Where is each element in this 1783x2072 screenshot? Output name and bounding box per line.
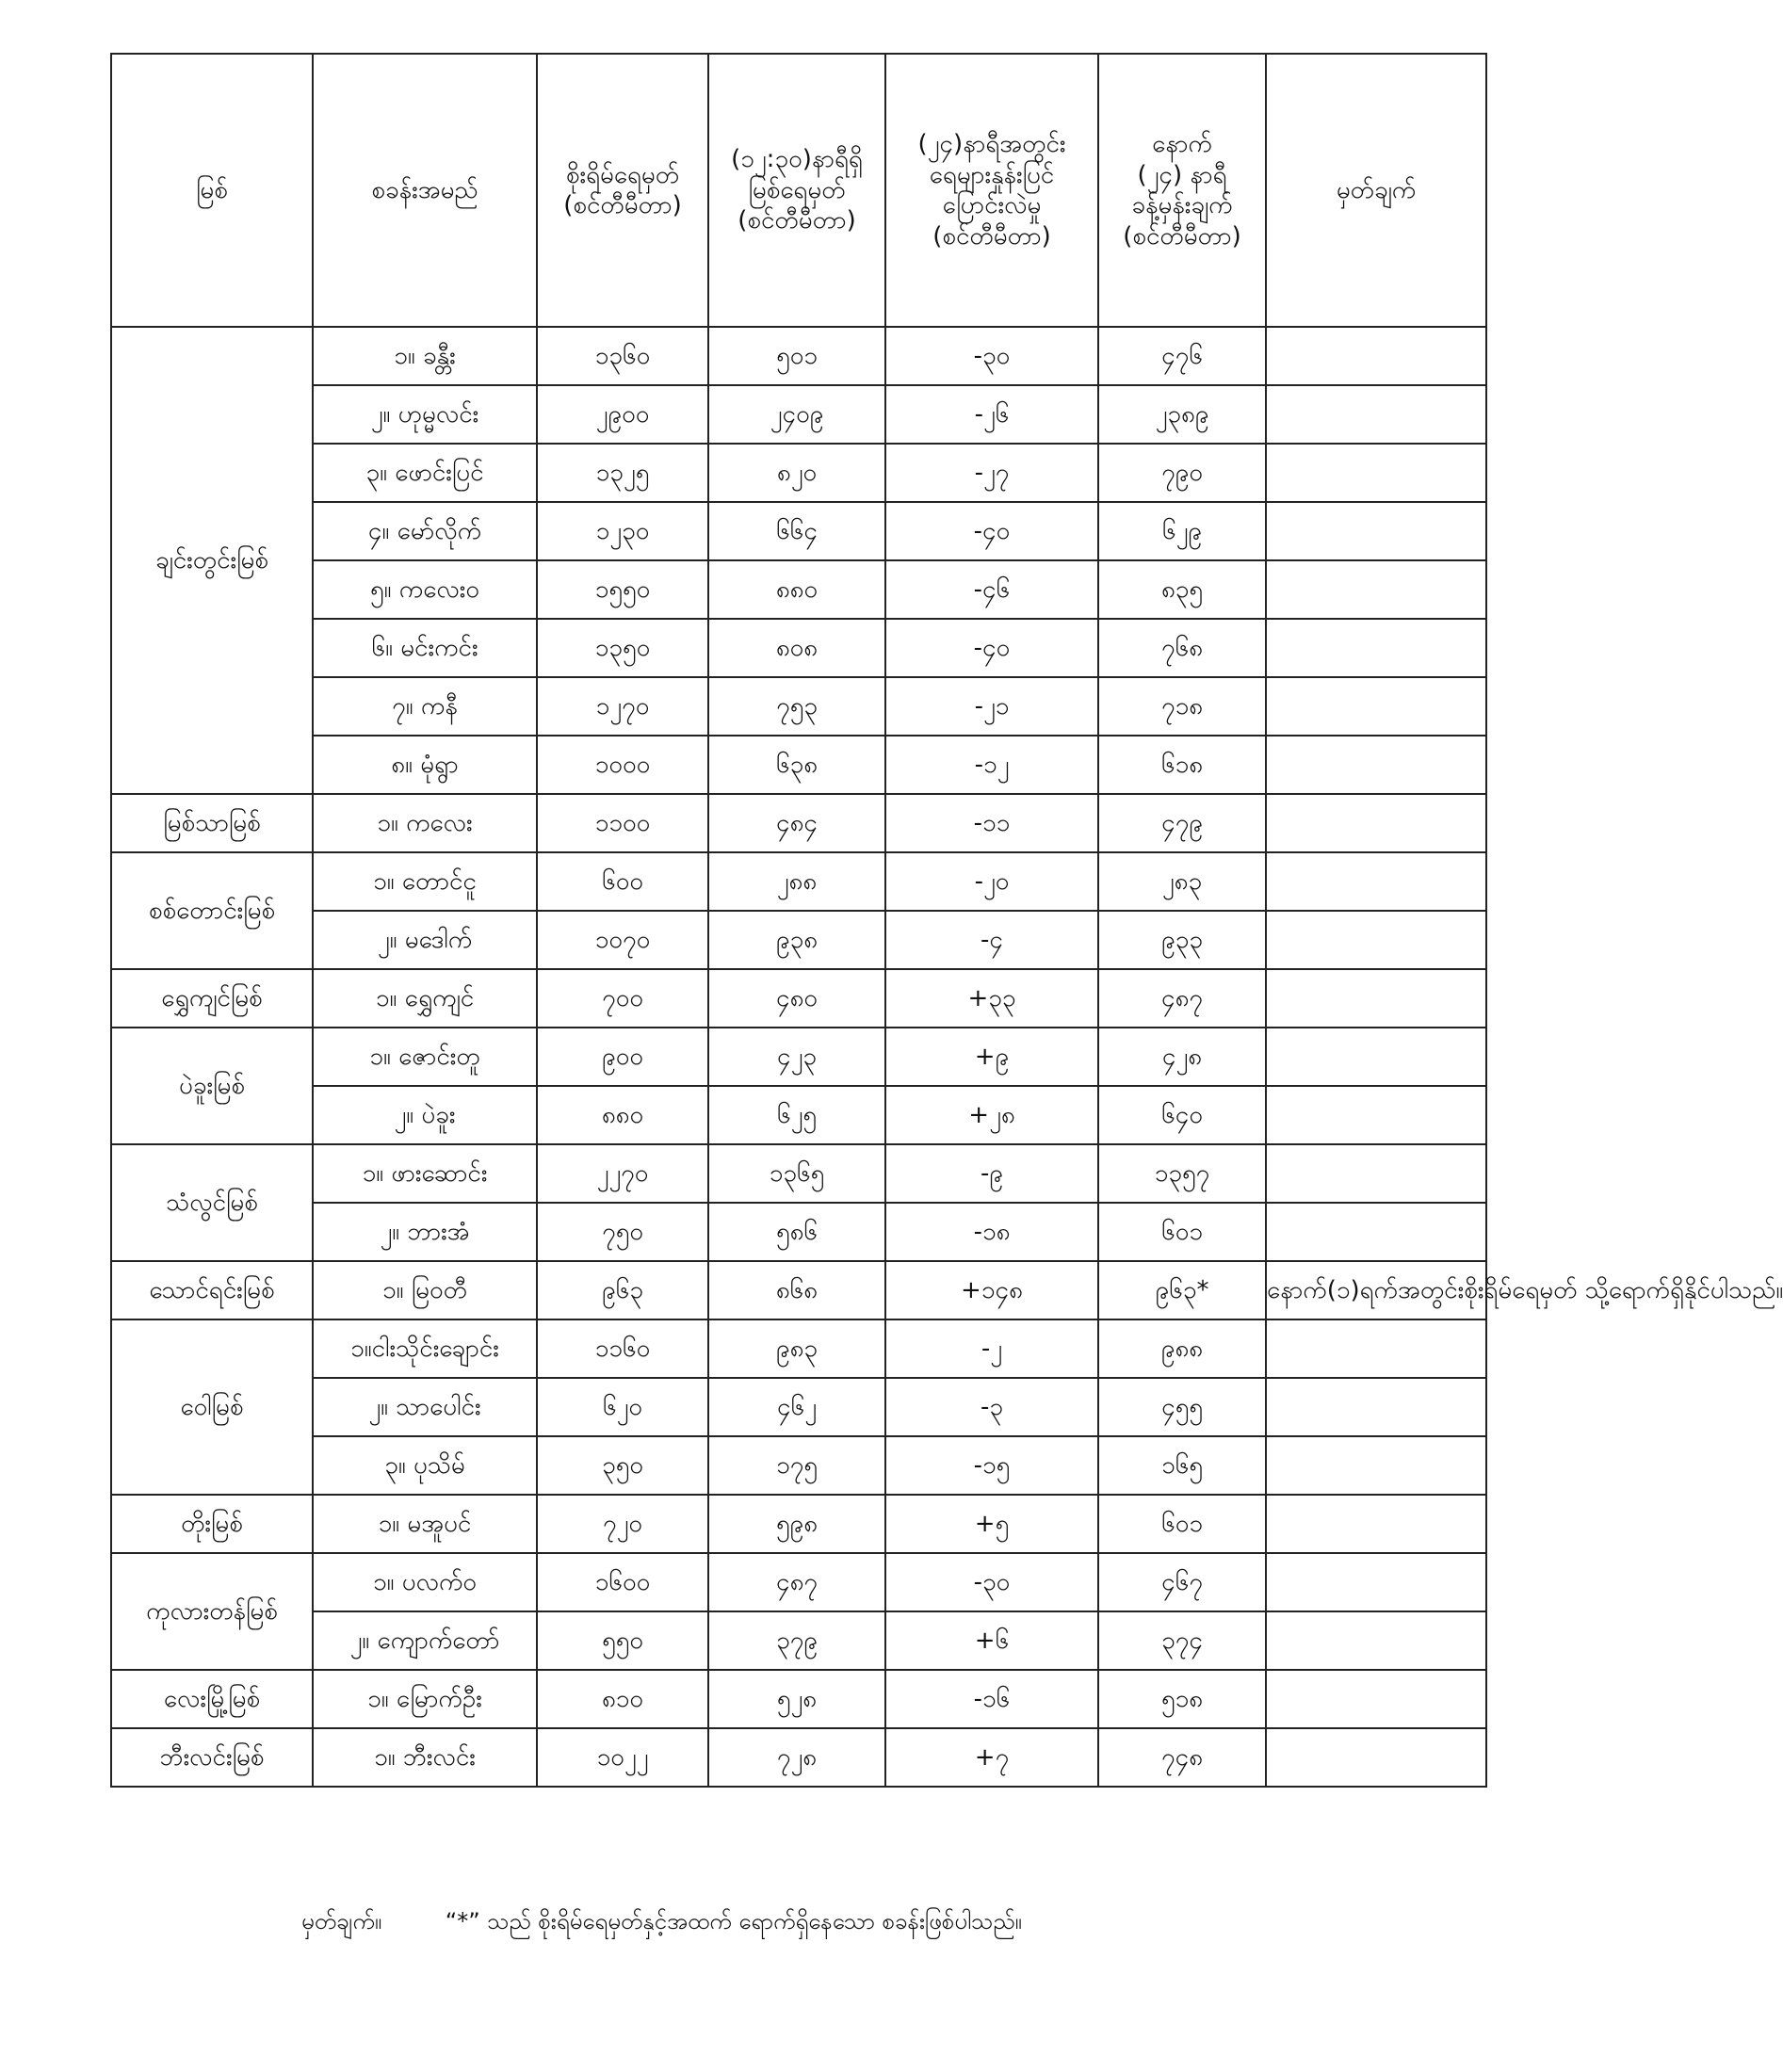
forecast-cell: ၉၈၈ — [1098, 1319, 1266, 1378]
remarks-cell — [1266, 969, 1486, 1028]
danger-level-cell: ၁၁၆၀ — [537, 1319, 708, 1378]
remarks-cell — [1266, 1028, 1486, 1086]
forecast-cell: ၆၀၁ — [1098, 1203, 1266, 1261]
remarks-cell — [1266, 677, 1486, 736]
remarks-cell — [1266, 794, 1486, 852]
header-current-level: (၁၂:၃၀)နာရီရှိ မြစ်ရေမှတ် (စင်တီမီတာ) — [708, 54, 885, 327]
table-row — [111, 1319, 1486, 1378]
forecast-cell: ၂၃၈၉ — [1098, 385, 1266, 444]
danger-level-cell: ၁၂၃၀ — [537, 502, 708, 560]
table-row — [111, 1028, 1486, 1086]
change-cell: -၉ — [885, 1144, 1098, 1203]
river-name-cell: ပဲခူးမြစ် — [111, 1028, 313, 1144]
change-cell: -၄၀ — [885, 502, 1098, 560]
danger-level-cell: ၁၃၂၅ — [537, 444, 708, 502]
forecast-cell: ၆၄၀ — [1098, 1086, 1266, 1144]
header-forecast-24h: နောက် (၂၄) နာရီ ခန့်မှန်းချက် (စင်တီမီတာ) — [1098, 54, 1266, 327]
table-row — [111, 969, 1486, 1028]
danger-level-cell: ၈၈၀ — [537, 1086, 708, 1144]
forecast-cell: ၉၃၃ — [1098, 911, 1266, 969]
river-name-cell: စစ်တောင်းမြစ် — [111, 852, 313, 969]
forecast-cell: ၄၆၇ — [1098, 1553, 1266, 1611]
station-cell: ၁။ ဖားဆောင်း — [313, 1144, 537, 1203]
current-level-cell: ၈၆၈ — [708, 1261, 885, 1319]
change-cell: -၂၇ — [885, 444, 1098, 502]
change-cell: -၃၀ — [885, 1553, 1098, 1611]
station-cell: ၁။ ခန္တီး — [313, 327, 537, 385]
river-name-cell: လေးမြို့မြစ် — [111, 1670, 313, 1728]
remarks-cell — [1266, 1378, 1486, 1436]
header-change-24h: (၂၄)နာရီအတွင်း ရေများနှုန်းပြင် ပြောင်းလဲမှု (စင်တီမီတာ) — [885, 54, 1098, 327]
remarks-cell — [1266, 1144, 1486, 1203]
remarks-cell — [1266, 911, 1486, 969]
river-name-cell: တိုးမြစ် — [111, 1495, 313, 1553]
table-row — [111, 1728, 1486, 1787]
river-level-table — [110, 53, 1783, 1788]
forecast-cell: ၁၃၅၇ — [1098, 1144, 1266, 1203]
forecast-cell: ၉၆၃* — [1098, 1261, 1266, 1319]
current-level-cell: ၁၇၅ — [708, 1436, 885, 1495]
footnote-text: “*” သည် စိုးရိမ်ရေမှတ်နှင့်အထက် ရောက်ရှိနေသော စခန်းဖြစ်ပါသည်။ — [445, 1908, 1022, 1934]
station-cell: ၅။ ကလေးဝ — [313, 560, 537, 619]
danger-level-cell: ၁၂၇၀ — [537, 677, 708, 736]
change-cell: -၁၈ — [885, 1203, 1098, 1261]
table-row — [111, 1261, 1486, 1319]
forecast-cell: ၆၂၉ — [1098, 502, 1266, 560]
station-cell: ၂။ ကျောက်တော် — [313, 1611, 537, 1670]
current-level-cell: ၃၇၉ — [708, 1611, 885, 1670]
current-level-cell: ၉၃၈ — [708, 911, 885, 969]
remarks-cell: နောက်(၁)ရက်အတွင်းစိုးရိမ်ရေမှတ် သို့ရောက်ရှိနိုင်ပါသည်။ — [1266, 1261, 1486, 1319]
forecast-cell: ၇၆၈ — [1098, 619, 1266, 677]
remarks-cell — [1266, 1203, 1486, 1261]
header-remarks: မှတ်ချက် — [1266, 54, 1486, 327]
station-cell: ၁။ငါးသိုင်းချောင်း — [313, 1319, 537, 1378]
current-level-cell: ၈၂၀ — [708, 444, 885, 502]
station-cell: ၁။ မြဝတီ — [313, 1261, 537, 1319]
remarks-cell — [1266, 1670, 1486, 1728]
change-cell: -၄၆ — [885, 560, 1098, 619]
change-cell: -၁၁ — [885, 794, 1098, 852]
forecast-cell: ၈၃၅ — [1098, 560, 1266, 619]
forecast-cell: ၆၀၁ — [1098, 1495, 1266, 1553]
current-level-cell: ၅၈၆ — [708, 1203, 885, 1261]
current-level-cell: ၄၈၀ — [708, 969, 885, 1028]
remarks-cell — [1266, 502, 1486, 560]
forecast-cell: ၁၆၅ — [1098, 1436, 1266, 1495]
station-cell: ၁။ ဘီးလင်း — [313, 1728, 537, 1787]
station-cell: ၁။ မအူပင် — [313, 1495, 537, 1553]
forecast-cell: ၂၈၃ — [1098, 852, 1266, 911]
danger-level-cell: ၁၅၅၀ — [537, 560, 708, 619]
current-level-cell: ၅၀၁ — [708, 327, 885, 385]
table-body — [111, 327, 1783, 1787]
current-level-cell: ၆၆၄ — [708, 502, 885, 560]
danger-level-cell: ၁၃၆၀ — [537, 327, 708, 385]
table-row — [111, 911, 1486, 969]
danger-level-cell: ၂၉၀၀ — [537, 385, 708, 444]
station-cell: ၄။ မော်လိုက် — [313, 502, 537, 560]
header-station: စခန်းအမည် — [313, 54, 537, 327]
change-cell: -၃ — [885, 1378, 1098, 1436]
station-cell: ၁။ ပလက်ဝ — [313, 1553, 537, 1611]
current-level-cell: ၈၀၈ — [708, 619, 885, 677]
forecast-cell: ၃၇၄ — [1098, 1611, 1266, 1670]
remarks-cell — [1266, 560, 1486, 619]
current-level-cell: ၄၈၇ — [708, 1553, 885, 1611]
table-row — [111, 1495, 1486, 1553]
danger-level-cell: ၈၁၀ — [537, 1670, 708, 1728]
remarks-cell — [1266, 1086, 1486, 1144]
river-name-cell: ရွှေကျင်မြစ် — [111, 969, 313, 1028]
change-cell: -၁၅ — [885, 1436, 1098, 1495]
remarks-cell — [1266, 852, 1486, 911]
danger-level-cell: ၇၂၀ — [537, 1495, 708, 1553]
table-row — [111, 1436, 1486, 1495]
change-cell: -၄ — [885, 911, 1098, 969]
current-level-cell: ၂၈၈ — [708, 852, 885, 911]
station-cell: ၂။ သာပေါင်း — [313, 1378, 537, 1436]
danger-level-cell: ၉၀၀ — [537, 1028, 708, 1086]
change-cell: -၁၆ — [885, 1670, 1098, 1728]
change-cell: -၂၁ — [885, 677, 1098, 736]
danger-level-cell: ၂၂၇၀ — [537, 1144, 708, 1203]
river-name-cell: ဘီးလင်းမြစ် — [111, 1728, 313, 1787]
river-name-cell: မြစ်သာမြစ် — [111, 794, 313, 852]
table-row — [111, 1670, 1486, 1728]
header-river: မြစ် — [111, 54, 313, 327]
change-cell: +၇ — [885, 1728, 1098, 1787]
table-row — [111, 736, 1486, 794]
footnote — [301, 1906, 1022, 1940]
river-name-cell: သံလွင်မြစ် — [111, 1144, 313, 1261]
danger-level-cell: ၁၁၀၀ — [537, 794, 708, 852]
change-cell: +၉ — [885, 1028, 1098, 1086]
remarks-cell — [1266, 1436, 1486, 1495]
remarks-cell — [1266, 619, 1486, 677]
change-cell: -၄၀ — [885, 619, 1098, 677]
station-cell: ၈။ မုံရွာ — [313, 736, 537, 794]
forecast-cell: ၆၁၈ — [1098, 736, 1266, 794]
danger-level-cell: ၃၅၀ — [537, 1436, 708, 1495]
danger-level-cell: ၆၀၀ — [537, 852, 708, 911]
current-level-cell: ၁၃၆၅ — [708, 1144, 885, 1203]
forecast-cell: ၄၅၅ — [1098, 1378, 1266, 1436]
table-row — [111, 794, 1486, 852]
danger-level-cell: ၁၆၀၀ — [537, 1553, 708, 1611]
danger-level-cell: ၅၅၀ — [537, 1611, 708, 1670]
change-cell: -၂၆ — [885, 385, 1098, 444]
station-cell: ၁။ ကလေး — [313, 794, 537, 852]
current-level-cell: ၅၂၈ — [708, 1670, 885, 1728]
station-cell: ၃။ ဖောင်းပြင် — [313, 444, 537, 502]
header-row — [111, 54, 1486, 327]
table-row — [111, 1144, 1486, 1203]
change-cell: +၅ — [885, 1495, 1098, 1553]
danger-level-cell: ၁၃၅၀ — [537, 619, 708, 677]
current-level-cell: ၆၂၅ — [708, 1086, 885, 1144]
current-level-cell: ၇၂၈ — [708, 1728, 885, 1787]
footnote-label: မှတ်ချက်။ — [301, 1908, 382, 1934]
change-cell: -၃၀ — [885, 327, 1098, 385]
change-cell: +၆ — [885, 1611, 1098, 1670]
table-row — [111, 852, 1486, 911]
table-row — [111, 619, 1486, 677]
river-name-cell: ဝေါမြစ် — [111, 1319, 313, 1495]
current-level-cell: ၂၄၀၉ — [708, 385, 885, 444]
station-cell: ၁။ ဇောင်းတူ — [313, 1028, 537, 1086]
change-cell: +၃၃ — [885, 969, 1098, 1028]
danger-level-cell: ၁၀၀၀ — [537, 736, 708, 794]
current-level-cell: ၆၃၈ — [708, 736, 885, 794]
station-cell: ၂။ ပဲခူး — [313, 1086, 537, 1144]
header-danger-level: စိုးရိမ်ရေမှတ် (စင်တီမီတာ) — [537, 54, 708, 327]
station-cell: ၂။ ဘားအံ — [313, 1203, 537, 1261]
station-cell: ၁။ တောင်ငူ — [313, 852, 537, 911]
remarks-cell — [1266, 736, 1486, 794]
remarks-cell — [1266, 444, 1486, 502]
station-cell: ၁။ ရွှေကျင် — [313, 969, 537, 1028]
current-level-cell: ၄၂၃ — [708, 1028, 885, 1086]
change-cell: +၂၈ — [885, 1086, 1098, 1144]
table-row — [111, 502, 1486, 560]
current-level-cell: ၈၈၀ — [708, 560, 885, 619]
forecast-cell: ၇၉၀ — [1098, 444, 1266, 502]
table-row — [111, 1611, 1486, 1670]
river-name-cell: ချင်းတွင်းမြစ် — [111, 327, 313, 794]
remarks-cell — [1266, 1728, 1486, 1787]
current-level-cell: ၄၈၄ — [708, 794, 885, 852]
forecast-cell: ၄၇၆ — [1098, 327, 1266, 385]
change-cell: -၂ — [885, 1319, 1098, 1378]
table-row — [111, 444, 1486, 502]
forecast-cell: ၇၁၈ — [1098, 677, 1266, 736]
danger-level-cell: ၇၀၀ — [537, 969, 708, 1028]
danger-level-cell: ၆၂၀ — [537, 1378, 708, 1436]
table-row — [111, 1086, 1486, 1144]
current-level-cell: ၇၅၃ — [708, 677, 885, 736]
danger-level-cell: ၉၆၃ — [537, 1261, 708, 1319]
danger-level-cell: ၇၅၀ — [537, 1203, 708, 1261]
table-row — [111, 1378, 1486, 1436]
remarks-cell — [1266, 1495, 1486, 1553]
river-name-cell: ကုလားတန်မြစ် — [111, 1553, 313, 1670]
current-level-cell: ၅၉၈ — [708, 1495, 885, 1553]
remarks-cell — [1266, 1553, 1486, 1611]
table-row — [111, 1553, 1486, 1611]
station-cell: ၂။ ဟုမ္မလင်း — [313, 385, 537, 444]
station-cell: ၁။ မြောက်ဦး — [313, 1670, 537, 1728]
forecast-cell: ၄၈၇ — [1098, 969, 1266, 1028]
river-name-cell: သောင်ရင်းမြစ် — [111, 1261, 313, 1319]
table-row — [111, 1203, 1486, 1261]
remarks-cell — [1266, 327, 1486, 385]
forecast-cell: ၇၄၈ — [1098, 1728, 1266, 1787]
danger-level-cell: ၁၀၂၂ — [537, 1728, 708, 1787]
station-cell: ၃။ ပုသိမ် — [313, 1436, 537, 1495]
table-row — [111, 677, 1486, 736]
current-level-cell: ၉၈၃ — [708, 1319, 885, 1378]
remarks-cell — [1266, 1611, 1486, 1670]
change-cell: -၁၂ — [885, 736, 1098, 794]
current-level-cell: ၄၆၂ — [708, 1378, 885, 1436]
table-row — [111, 327, 1486, 385]
station-cell: ၆။ မင်းကင်း — [313, 619, 537, 677]
table-row — [111, 385, 1486, 444]
danger-level-cell: ၁၀၇၀ — [537, 911, 708, 969]
station-cell: ၇။ ကနီ — [313, 677, 537, 736]
change-cell: -၂၀ — [885, 852, 1098, 911]
remarks-cell — [1266, 385, 1486, 444]
forecast-cell: ၄၂၈ — [1098, 1028, 1266, 1086]
change-cell: +၁၄၈ — [885, 1261, 1098, 1319]
forecast-cell: ၄၇၉ — [1098, 794, 1266, 852]
station-cell: ၂။ မဒေါက် — [313, 911, 537, 969]
table-row — [111, 560, 1486, 619]
forecast-cell: ၅၁၈ — [1098, 1670, 1266, 1728]
remarks-cell — [1266, 1319, 1486, 1378]
